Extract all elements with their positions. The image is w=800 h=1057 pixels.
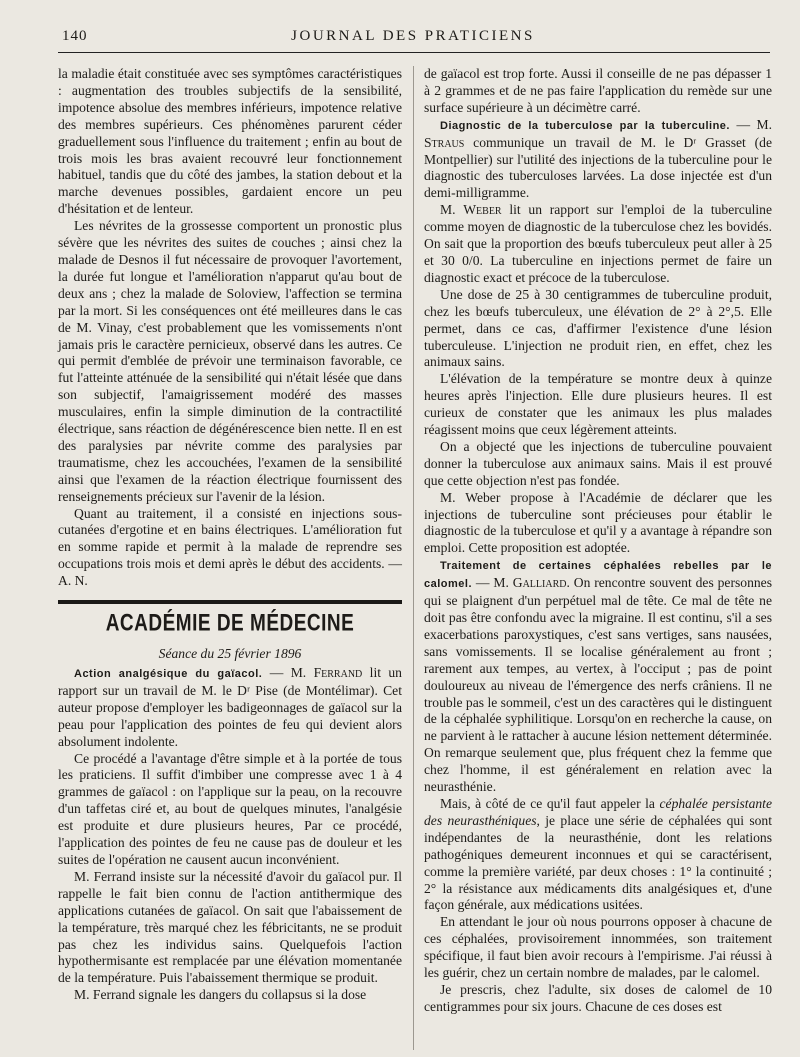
- paragraph: Je prescris, chez l'adulte, six doses de calomel de 10 centigrammes pour six jours. Chacune de ces doses est: [424, 981, 772, 1014]
- right-column: [424, 66, 772, 1016]
- text-run: communique un travail de M. le Dʳ Grasset (de Montpellier) sur l'utilité des injections de la tuberculine pour le diagnostic des tuberculoses larvées. La dose injectée est d'un demi-milligramme.: [424, 134, 772, 201]
- section-title: ACADÉMIE DE MÉDECINE: [105, 610, 355, 637]
- text-run: , je place une série de céphalées qui sont indépendantes de la neurasthénie, dont les relations pathogéniques demeurent inconnues et qui se caractérisent, comme la première variété, par deux choses : 1° la continuité ; 2° la résistance aux médicaments dits analgésiques et, d'une façon générale, aux médications usitées.: [424, 812, 772, 913]
- column-divider: [413, 66, 414, 1050]
- text-run: — M.: [729, 116, 772, 132]
- text-run: . On rencontre souvent des personnes qui se plaignent d'un perpétuel mal de tête. Ce mal de tête ne doit pas être confondu avec la migraine. Il est continu, s'il a ses exacerbations paroxystiques, c'est sans vertiges, sans nausées, sans vomissements. Il se localise généralement au front ; rarement aux tempes, au vertex, à l'occiput ; pas de point douloureux au niveau de l'émergence des nerfs crâniens. Il ne trouble pas le sommeil, c'est un des caractères qui le distinguent de la céphalée syphilitique. Lorsqu'on en recherche la cause, on ne parvient à le rattacher à aucune lésion nettement déterminée. On remarque seulement que, plus fréquent chez la femme que chez l'homme, il est généralement en relation avec la neurasthénie.: [424, 575, 772, 795]
- paragraph: L'élévation de la température se montre deux à quinze heures après l'injection. Elle dure plusieurs heures. Il est curieux de constater que les animaux les plus malades réagissent moins que ceux légèrement atteints.: [424, 371, 772, 438]
- session-date: Séance du 25 février 1896: [158, 646, 302, 662]
- author-name: Weber: [463, 202, 502, 218]
- paragraph: [424, 117, 772, 203]
- author-name: Straus: [424, 134, 465, 150]
- journal-title: JOURNAL DES PRATICIENS: [291, 28, 535, 44]
- left-column: [58, 66, 402, 1004]
- paragraph: la maladie était constituée avec ses symptômes caractéristiques : augmentation des troubles subjectifs de la sensibilité, impotence absolue des membres inférieurs, impotence relative des membres supérieurs. Ces phénomènes parurent céder graduellement sous l'influence du traitement ; enfin au bout de trois mois les bras avaient recouvré leur fonctionnement habituel, tandis que du côté des jambes, la station debout et la marche devenues possibles, gardaient encore un peu d'hésitation et de lenteur.: [58, 66, 402, 217]
- text-run: — M.: [472, 575, 513, 591]
- paragraph: Une dose de 25 à 30 centigrammes de tuberculine produit, chez les bœufs tuberculeux, une élévation de 2° à 2°,5. Elle permet, dans ce cas, d'affirmer l'existence d'une lésion tuberculeuse. L'injection ne produit rien, en effet, chez les animaux sains.: [424, 286, 772, 370]
- paragraph: de gaïacol est trop forte. Aussi il conseille de ne pas dépasser 1 à 2 grammes et de ne pas faire l'application du remède sur une surface supérieure à un décimètre carré.: [424, 66, 772, 115]
- page-header: [58, 26, 768, 48]
- text-run: — M.: [262, 665, 314, 680]
- paragraph: En attendant le jour où nous pourrons opposer à chacune de ces céphalées, provisoirement innommées, son traitement spécifique, il faut bien avoir recours à l'empirisme. J'ai réussi à les guérir, chez un certain nombre de malades, par le calomel.: [424, 914, 772, 981]
- paragraph: Ce procédé a l'avantage d'être simple et à la portée de tous les praticiens. Il suffit d'imbiber une compresse avec 1 à 4 grammes de gaïacol : on l'applique sur la peau, on la recouvre d'un taffetas ciré et, au bout de quelques minutes, l'analgésie est produite et dure plusieurs heures, Par ce procédé, l'application des pointes de feu ne cause pas de douleur et les suites de l'opération ne causent aucun inconvénient.: [58, 750, 402, 867]
- rubric-heading: Diagnostic de la tuberculose par la tuberculine.: [440, 119, 730, 132]
- paragraph: [58, 665, 402, 751]
- italic-term: céphalée persistante des neurasthéniques: [424, 795, 772, 828]
- rubric-heading: Action analgésique du gaïacol.: [74, 668, 263, 680]
- author-name: Galliard: [512, 575, 567, 591]
- text-run: lit un rapport sur un travail de M. le Dʳ Pise (de Montélimar). Cet auteur propose d'employer les badigeonnages de gaïacol sur la peau pour l'application des pointes de feu qui devient alors absolument indolente.: [58, 665, 402, 749]
- author-name: Ferrand: [313, 665, 363, 680]
- page-number: 140: [62, 28, 88, 44]
- text-run: lit un rapport sur l'emploi de la tuberculine comme moyen de diagnostic de la tuberculose chez les bovidés. On sait que la proportion des bœufs tuberculeux peut aller à 25 et 30 0/0. La tuberculine en injections permet de faire un diagnostic exact et précoce de la tuberculose.: [424, 202, 772, 285]
- section-rule: [58, 600, 402, 604]
- paragraph: M. Ferrand signale les dangers du collapsus si la dose: [74, 987, 367, 1003]
- header-rule: [58, 52, 770, 53]
- paragraph: On a objecté que les injections de tuberculine pouvaient donner la tuberculose aux animaux sains. Mais il est prouvé que cette objection n'est pas fondée.: [424, 438, 772, 488]
- paragraph: [424, 796, 772, 914]
- paragraph: Les névrites de la grossesse comportent un pronostic plus sévère que les névrites des suites de couches ; ainsi chez la malade de Desnos il fut nécessaire de provoquer l'avortement, la durée fut longue et l'amélioration n'apparut qu'au bout de deux ans ; chez la malade de Soloview, l'affection se termina par la mort. Si les conséquences ont été meilleures dans le cas de M. Vinay, c'est probablement que les vomissements n'ont jamais pris le caractère pernicieux, observé dans les autres. Ce qui permit d'emblée de prévoir une terminaison favorable, ce fut l'atteinte atténuée de la sensibilité qui n'était lésée que dans son subjectif, l'amaigrissement modéré des masses musculaires, enfin la simple diminution de la contractilité électrique, sans réaction de dégénérescence bien nette. Il en est des paralysies par névrite comme des paralysies par traumatisme, chez les accouchées, l'examen de la sensibilité ainsi que l'examen de la réaction électrique fournissent des renseignements précieux sur l'avenir de la lésion.: [58, 218, 402, 504]
- paragraph: [424, 557, 772, 796]
- paragraph: M. Ferrand insiste sur la nécessité d'avoir du gaïacol pur. Il rappelle le fait bien connu de l'action antithermique des applications cutanées de gaïacol. On sait que l'abaissement de la température, très marqué chez les fébricitants, ne se produit pas chez les individus sains. Quelquefois l'action hypothermisante est remplacée par une élévation momentanée de la température. Puis l'abaissement thermique se produit.: [58, 868, 402, 986]
- text-run: M.: [440, 202, 464, 218]
- text-run: Mais, à côté de ce qu'il faut appeler la: [440, 795, 660, 811]
- paragraph: M. Weber propose à l'Académie de déclarer que les injections de tuberculine sont précieuses pour établir le diagnostic de la tuberculose et qu'il y a avantage à répandre son emploi. Cette proposition est adoptée.: [424, 489, 772, 556]
- rubric-heading: Traitement de certaines céphalées rebelles par le calomel.: [424, 560, 772, 591]
- paragraph: [424, 202, 772, 287]
- paragraph: Quant au traitement, il a consisté en injections sous-cutanées d'ergotine et en bains électriques. L'amélioration fut en somme rapide et permit à la malade de reprendre ses occupations trois mois et demi après le début des accidents. — A. N.: [58, 505, 402, 589]
